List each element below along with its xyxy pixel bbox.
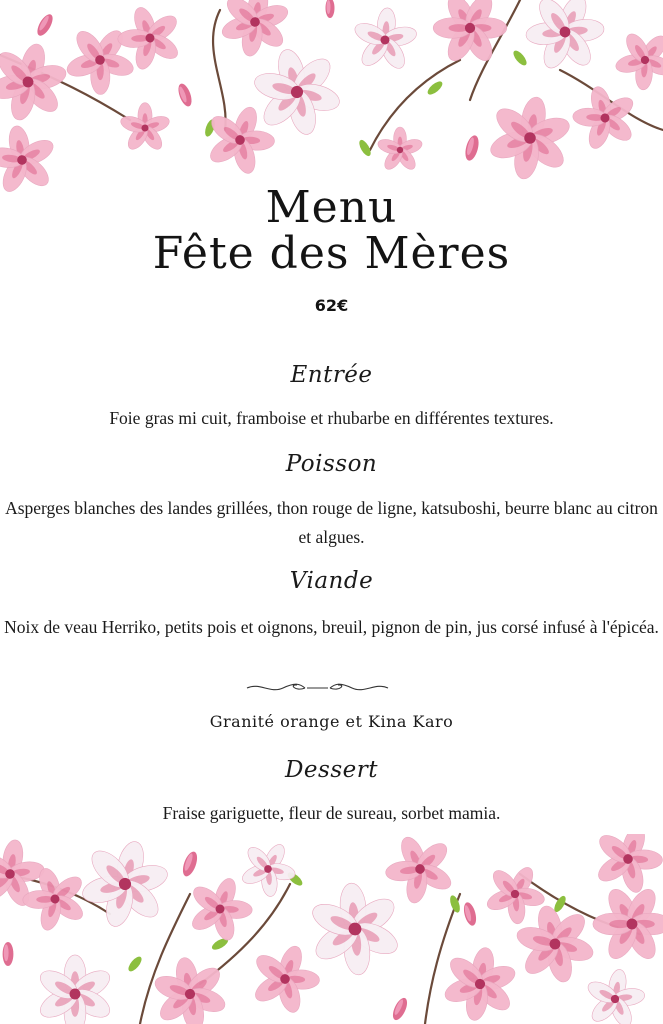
magnolia-flower bbox=[578, 870, 663, 977]
course-description-poisson: Asperges blanches des landes grillées, thon rouge de ligne, katsuboshi, beurre blanc au citron et algues. bbox=[5, 498, 658, 547]
course-label-dessert: Dessert bbox=[284, 757, 378, 783]
magnolia-bud bbox=[176, 82, 194, 108]
magnolia-bud bbox=[390, 996, 410, 1022]
magnolia-flower bbox=[119, 103, 171, 153]
magnolia-flower bbox=[51, 11, 149, 108]
menu-price: 62€ bbox=[314, 296, 349, 315]
magnolia-flower bbox=[71, 834, 178, 938]
magnolia-bud bbox=[180, 850, 200, 878]
course-description-viande: Noix de veau Herriko, petits pois et oignons, breuil, pignon de pin, jus corsé infusé à l'épicéa. bbox=[4, 617, 659, 637]
magnolia-flower bbox=[420, 0, 521, 78]
magnolia-flower bbox=[305, 879, 405, 979]
magnolia-flower bbox=[579, 964, 650, 1024]
course-label-viande: Viande bbox=[289, 568, 374, 594]
magnolia-flower bbox=[36, 955, 115, 1024]
top-floral-border bbox=[0, 0, 663, 205]
magnolia-flower bbox=[376, 127, 424, 172]
course-label-poisson: Poisson bbox=[285, 451, 378, 477]
branch bbox=[370, 60, 460, 150]
magnolia-flower bbox=[147, 951, 233, 1024]
menu-subtitle: Fête des Mères bbox=[152, 228, 511, 279]
leaf-icon bbox=[126, 955, 144, 974]
magnolia-bud bbox=[462, 901, 479, 927]
ornament-divider bbox=[245, 680, 390, 696]
magnolia-flower bbox=[564, 78, 645, 157]
bottom-floral-border bbox=[0, 834, 663, 1024]
magnolia-flower bbox=[243, 38, 350, 145]
magnolia-flower bbox=[603, 17, 663, 102]
magnolia-bud bbox=[34, 12, 55, 38]
course-description-entree: Foie gras mi cuit, framboise et rhubarbe en différentes textures. bbox=[109, 408, 554, 428]
course-label-entree: Entrée bbox=[290, 362, 373, 388]
magnolia-flower bbox=[349, 5, 421, 74]
magnolia-flower bbox=[437, 941, 523, 1024]
interlude-granite: Granité orange et Kina Karo bbox=[209, 712, 454, 731]
magnolia-bud bbox=[463, 134, 481, 162]
magnolia-bud bbox=[3, 942, 14, 966]
magnolia-flower bbox=[0, 34, 76, 130]
leaf-icon bbox=[511, 49, 529, 68]
menu-title: Menu bbox=[265, 182, 398, 233]
course-description-dessert: Fraise gariguette, fleur de sureau, sorbet mamia. bbox=[162, 803, 501, 823]
magnolia-bud bbox=[326, 0, 335, 18]
magnolia-flower bbox=[482, 90, 578, 186]
magnolia-flower bbox=[230, 834, 307, 907]
leaf-icon bbox=[426, 79, 445, 97]
